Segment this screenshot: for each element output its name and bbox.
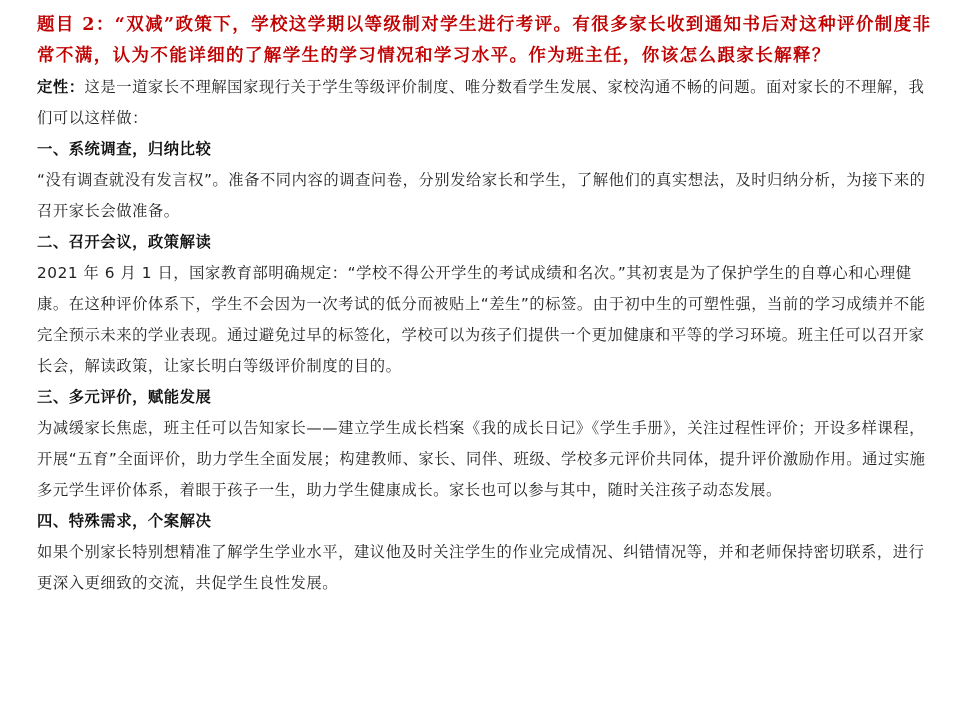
section-heading-1: 一、系统调查，归纳比较 bbox=[37, 140, 212, 158]
section-text-3: 为减缓家长焦虑，班主任可以告知家长——建立学生成长档案《我的成长日记》《学生手册》，关注过程性评价；开设多样课程，开展“五育”全面评价，助力学生全面发展；构建教师、家长、同伴、班级、学校多元评价共同体，提升评价激励作用。通过实施多元学生评价体系，着眼于孩子一生，助力学生健康成长。家长也可以参与其中，随时关注孩子动态发展。 bbox=[37, 419, 926, 499]
section-heading-2: 二、召开会议，政策解读 bbox=[37, 233, 212, 251]
definition-label: 定性： bbox=[37, 78, 85, 96]
section-heading-4: 四、特殊需求，个案解决 bbox=[37, 512, 212, 530]
section-heading-3: 三、多元评价，赋能发展 bbox=[37, 388, 212, 406]
definition-paragraph bbox=[37, 72, 937, 134]
section-text-4: 如果个别家长特别想精准了解学生学业水平，建议他及时关注学生的作业完成情况、纠错情况等，并和老师保持密切联系，进行更深入更细致的交流，共促学生良性发展。 bbox=[37, 543, 925, 592]
question-text: 题目 2：“双减”政策下，学校这学期以等级制对学生进行考评。有很多家长收到通知书后对这种评价制度非常不满，认为不能详细的了解学生的学习情况和学习水平。作为班主任，你该怎么跟家长解释？ bbox=[37, 15, 932, 66]
definition-text: 这是一道家长不理解国家现行关于学生等级评价制度、唯分数看学生发展、家校沟通不畅的问题。面对家长的不理解，我们可以这样做： bbox=[37, 78, 925, 127]
section-text-1: “没有调查就没有发言权”。准备不同内容的调查问卷，分别发给家长和学生，了解他们的真实想法，及时归纳分析，为接下来的召开家长会做准备。 bbox=[37, 171, 926, 220]
section-text-2: 2021 年 6 月 1 日，国家教育部明确规定：“学校不得公开学生的考试成绩和名次。”其初衷是为了保护学生的自尊心和心理健康。在这种评价体系下，学生不会因为一次考试的低分而被贴上“差生”的标签。由于初中生的可塑性强，当前的学习成绩并不能完全预示未来的学业表现。通过避免过早的标签化，学校可以为孩子们提供一个更加健康和平等的学习环境。班主任可以召开家长会，解读政策，让家长明白等级评价制度的目的。 bbox=[37, 264, 926, 375]
document-page bbox=[37, 10, 937, 599]
